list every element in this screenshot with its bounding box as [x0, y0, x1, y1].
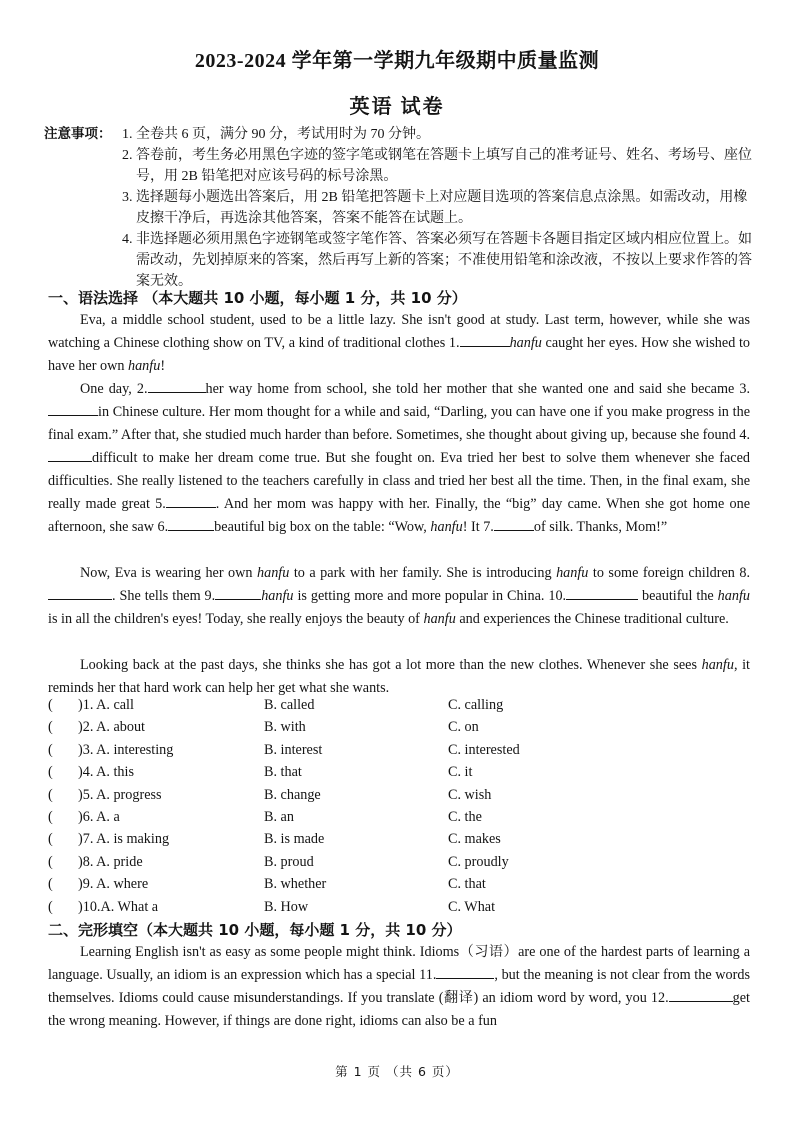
question-options: ( )9. A. where B. whether C. that: [48, 876, 486, 893]
option-a: )5. A. progress: [78, 786, 162, 803]
instruction-text: 选择题每小题选出答案后，用 2B 铅笔把答题卡上对应题目选项的答案信息点涂黑。如需改动，用橡皮擦干净后，再选涂其他答案，答案不能答在试题上。: [136, 190, 748, 226]
option-b: B. change: [264, 786, 321, 803]
option-b: B. whether: [264, 876, 327, 893]
answer-blank: [566, 585, 638, 600]
answer-blank: [166, 493, 216, 508]
passage-paragraph: Learning English isn't as easy as some people might think. Idioms（习语）are one of the hardest parts of learning a language. Usually, an idiom is an expression which has a special 11. , but the meaning is not clear from the words themselves. Idioms could cause misunderstandings. If you translate (翻译) an idiom word by word, you 12. get the wrong meaning. However, if things are done right, idioms can also be a fun: [48, 944, 750, 1029]
passage-paragraph: One day, 2. her way home from school, she told her mother that she wanted one and said she became 3.in Chinese culture. Her mom thought for a while and said, “Darling, you can have one if you make progress in the final exam.” After that, she studied much harder than before. Sometimes, she thought about giving up, because she found 4.difficult to make her dream come true. But she fought on. Eva tried her best to solve them whenever she faced difficulties. She really listened to the teachers carefully in class and tried her best all the time. Then, in the final exam, she really made great 5. . And her mom was happy with her. Finally, the “big” day came. When she got home one afternoon, she saw 6. beautiful big box on the table: “Wow, hanfu! It 7. of silk. Thanks, Mom!”: [48, 378, 750, 539]
option-b: B. is made: [264, 831, 325, 848]
question-options: ( )7. A. is making B. is made C. makes: [48, 831, 501, 848]
option-a: )8. A. pride: [78, 853, 143, 870]
answer-blank: [669, 987, 733, 1002]
question-options: ( )2. A. about B. with C. on: [48, 719, 479, 736]
passage-paragraph: Now, Eva is wearing her own hanfu to a park with her family. She is introducing hanfu to some foreign children 8.. She tells them 9. hanfu is getting more and more popular in China. 10. beautiful the hanfu is in all the children's eyes! Today, she really enjoys the beauty of hanfu and experiences the Chinese traditional culture.: [48, 565, 750, 627]
option-c: C. wish: [448, 786, 492, 803]
answer-blank: [48, 585, 112, 600]
passage-paragraph: Looking back at the past days, she thinks she has got a lot more than the new clothes. Whenever she sees hanfu, it reminds her that hard work can help her get what she wants.: [48, 657, 750, 696]
exam-subtitle: 英语 试卷: [349, 96, 445, 118]
option-b: B. How: [264, 898, 309, 915]
option-a: )9. A. where: [78, 876, 149, 893]
option-c: C. proudly: [448, 853, 509, 870]
option-a: )3. A. interesting: [78, 741, 174, 758]
section-2-heading: 二、完形填空（本大题共 10 小题，每小题 1 分，共 10 分）: [48, 921, 462, 939]
answer-blank: [436, 964, 494, 979]
option-c: C. makes: [448, 831, 501, 848]
question-options: ( )6. A. a B. an C. the: [48, 808, 482, 825]
instruction-text: 答卷前，考生务必用黑色字迹的签字笔或钢笔在答题卡上填写自己的准考证号、姓名、考场号、座位号，用 2B 铅笔把对应该号码的标号涂黑。: [136, 148, 752, 184]
exam-title: 2023-2024 学年第一学期九年级期中质量监测: [194, 50, 600, 72]
page-footer: 第 1 页 （共 6 页）: [335, 1064, 459, 1079]
instruction-item: [122, 145, 752, 187]
option-b: B. interest: [264, 741, 323, 758]
option-b: B. an: [264, 808, 294, 825]
passage-paragraph: Eva, a middle school student, used to be a little lazy. She isn't good at study. Last term, however, while she was watching a Chinese clothing show on TV, a kind of traditional clothes 1. hanfu caught her eyes. How she wished to have her own hanfu!: [48, 312, 751, 374]
question-options: ( )1. A. call B. called C. calling: [48, 697, 504, 713]
instruction-item: [122, 187, 752, 229]
option-a: )6. A. a: [78, 808, 120, 825]
instructions-label: 注意事项：: [44, 126, 112, 142]
answer-blank: [168, 516, 214, 531]
option-a: )10.A. What a: [78, 898, 159, 915]
answer-blank: [494, 516, 534, 531]
option-c: C. interested: [448, 741, 520, 758]
option-a: )1. A. call: [78, 697, 134, 713]
answer-blank: [215, 585, 261, 600]
option-c: C. calling: [448, 697, 504, 713]
question-options: ( )4. A. this B. that C. it: [48, 764, 473, 781]
answer-blank: [48, 401, 98, 416]
option-a: )7. A. is making: [78, 831, 170, 848]
instruction-number: 4.: [122, 232, 133, 247]
option-c: C. What: [448, 898, 496, 915]
instruction-item: [122, 229, 752, 292]
question-options: ( )5. A. progress B. change C. wish: [48, 786, 492, 803]
instruction-number: 2.: [122, 148, 133, 163]
option-c: C. on: [448, 719, 479, 736]
answer-blank: [148, 378, 206, 393]
instruction-text: 非选择题必须用黑色字迹钢笔或签字笔作答、答案必须写在答题卡各题目指定区域内相应位置上。如需改动，先划掉原来的答案，然后再写上新的答案；不准使用铅笔和涂改液，不按以上要求作答的答案无效。: [136, 232, 752, 289]
option-c: C. the: [448, 808, 482, 825]
instruction-text: 全卷共 6 页，满分 90 分，考试用时为 70 分钟。: [136, 127, 430, 142]
option-b: B. called: [264, 697, 315, 713]
instruction-number: 3.: [122, 190, 133, 205]
question-options: ( )10.A. What a B. How C. What: [48, 898, 496, 915]
question-options: ( )3. A. interesting B. interest C. interested: [48, 741, 520, 758]
answer-options-list: [48, 697, 748, 921]
option-a: )4. A. this: [78, 764, 134, 781]
answer-blank: [48, 447, 92, 462]
option-c: C. it: [448, 764, 473, 781]
option-b: B. with: [264, 719, 306, 736]
question-options: ( )8. A. pride B. proud C. proudly: [48, 853, 509, 870]
option-b: B. that: [264, 764, 302, 781]
answer-blank: [460, 332, 510, 347]
option-a: )2. A. about: [78, 719, 145, 736]
instruction-number: 1.: [122, 127, 133, 142]
option-b: B. proud: [264, 853, 314, 870]
option-c: C. that: [448, 876, 486, 893]
section-1-heading: 一、语法选择 （本大题共 10 小题，每小题 1 分，共 10 分）: [48, 289, 467, 307]
instruction-item: [122, 124, 752, 145]
